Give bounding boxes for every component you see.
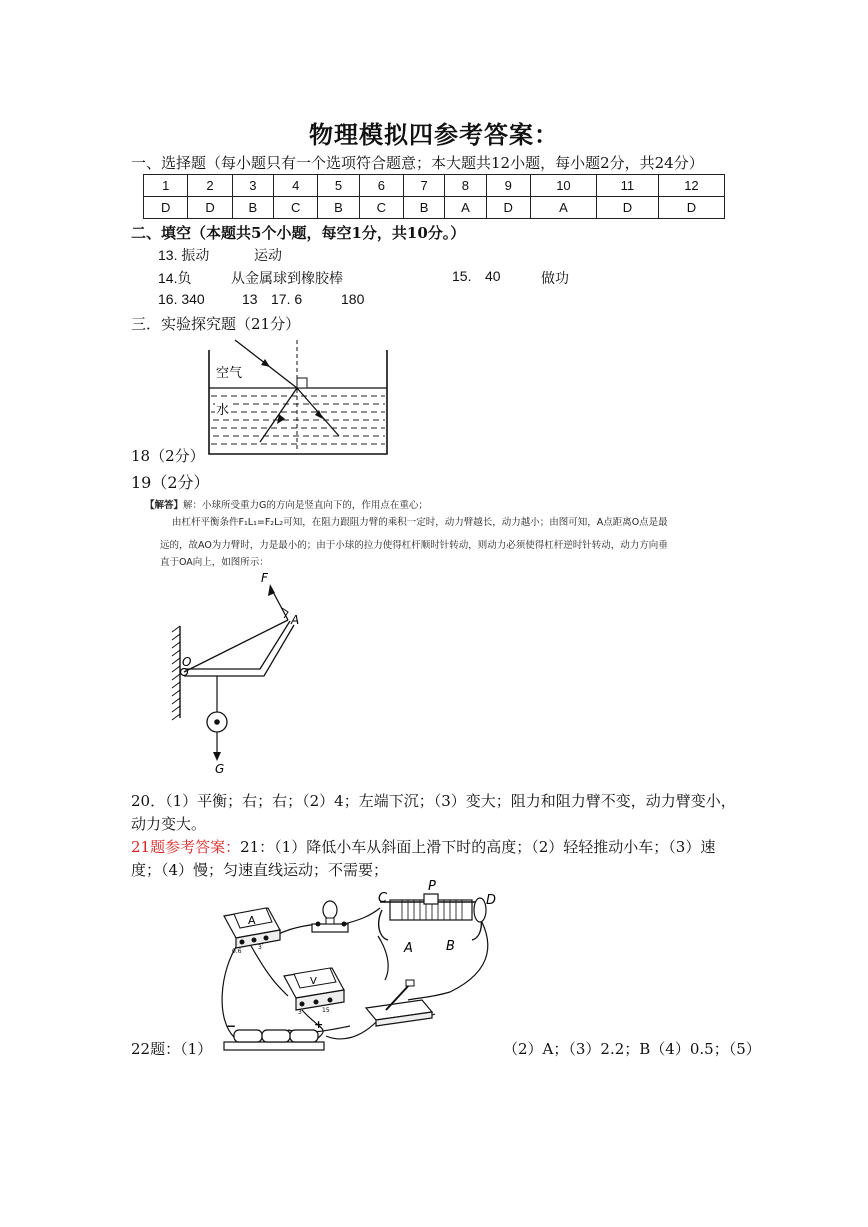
force-label: F xyxy=(261,571,268,585)
answer-cell: D xyxy=(658,197,724,219)
q17-answer2: 180 xyxy=(341,291,365,307)
q19-label: 19（2分） xyxy=(131,473,210,492)
section3-heading: 三．实验探究题（21分） xyxy=(131,315,301,333)
voltmeter-terminal-2: 15 xyxy=(322,1007,330,1014)
answer-cell: A xyxy=(445,197,486,219)
q20-line1: 20．（1）平衡；右；右；（2）4；左端下沉；（3）变大；阻力和阻力臂不变，动力臂变小， xyxy=(131,792,736,810)
q13-answer2: 运动 xyxy=(254,247,282,263)
answer-cell: C xyxy=(359,197,403,219)
answer-cell: B xyxy=(404,197,445,219)
point-o-label: O xyxy=(182,655,192,669)
question-number-cell: 12 xyxy=(658,175,724,197)
rheostat-b-label: B xyxy=(446,939,455,954)
answer-table xyxy=(143,174,725,219)
gravity-label: G xyxy=(215,762,225,776)
q16-answer1: 16. 340 xyxy=(158,291,205,307)
rheostat-p-label: P xyxy=(428,880,436,894)
ammeter-terminal-1: 0.6 xyxy=(232,948,242,955)
answer-cell: D xyxy=(486,197,530,219)
rheostat-c-label: C xyxy=(378,891,388,906)
question-number-cell: 3 xyxy=(232,175,273,197)
question-number-cell: 2 xyxy=(188,175,232,197)
answer-cell: C xyxy=(274,197,318,219)
q17-answer1: 17. 6 xyxy=(271,291,303,307)
refraction-diagram xyxy=(195,338,395,460)
question-number-cell: 7 xyxy=(404,175,445,197)
q19-solution-line2: 由杠杆平衡条件F₁L₁=F₂L₂可知，在阻力跟阻力臂的乘积一定时，动力臂越长，动力越小；由图可知，A点距离O点是最 xyxy=(172,517,668,528)
air-label: 空气 xyxy=(216,366,243,381)
voltmeter-terminal-1: 3 xyxy=(298,1009,302,1016)
q21-label: 21题参考答案： xyxy=(131,838,241,856)
q22-answers: （2）A；（3）2.2；B（4）0.5；（5） xyxy=(503,1040,761,1058)
q15-label: 15. xyxy=(452,268,472,284)
question-number-cell: 8 xyxy=(445,175,486,197)
answer-cell: B xyxy=(232,197,273,219)
solution-tag: 【解答】 xyxy=(145,500,184,511)
q16-answer2: 13 xyxy=(242,291,258,307)
question-number-cell: 5 xyxy=(318,175,359,197)
section2-heading: 二、填空（本题共5个小题，每空1分，共10分。） xyxy=(131,224,466,242)
q19-solution-line4: 直于OA向上，如图所示： xyxy=(160,557,269,568)
q14-answer1: 14.负 xyxy=(158,270,192,286)
q14-answer2: 从金属球到橡胶棒 xyxy=(231,270,343,286)
question-number-cell: 9 xyxy=(486,175,530,197)
question-number-cell: 6 xyxy=(359,175,403,197)
table-row-numbers xyxy=(144,175,725,197)
ammeter-label: A xyxy=(248,914,256,927)
q20-line2: 动力变大。 xyxy=(131,815,207,833)
battery-plus-label: + xyxy=(314,1018,324,1031)
voltmeter-label: V xyxy=(310,976,317,987)
q18-label: 18（2分） xyxy=(131,447,205,465)
page-title: 物理模拟四参考答案： xyxy=(309,120,559,149)
point-a-label: A xyxy=(291,613,300,627)
rheostat-a-label: A xyxy=(404,941,413,956)
table-row-answers xyxy=(144,197,725,219)
question-number-cell: 11 xyxy=(596,175,658,197)
answer-cell: D xyxy=(144,197,188,219)
q15-answer2: 做功 xyxy=(541,270,569,286)
answer-cell: D xyxy=(188,197,232,219)
q13-answer1: 13. 振动 xyxy=(158,247,210,263)
q19-solution-line3: 远的，故AO为力臂时，力是最小的；由于小球的拉力使得杠杆顺时针转动，则动力必须使得杠杆逆时针转动，动力方向垂 xyxy=(160,540,668,551)
question-number-cell: 4 xyxy=(274,175,318,197)
question-number-cell: 1 xyxy=(144,175,188,197)
q19-solution-line1: 【解答】解：小球所受重力G的方向是竖直向下的，作用点在重心； xyxy=(145,500,428,511)
q15-answer1: 40 xyxy=(485,268,501,284)
q21-line1: 21题参考答案：21：（1）降低小车从斜面上滑下时的高度；（2）轻轻推动小车；（3）速 xyxy=(131,838,716,856)
answer-cell: B xyxy=(318,197,359,219)
q21-line2: 度；（4）慢；匀速直线运动；不需要； xyxy=(131,861,389,879)
battery-minus-label: − xyxy=(226,1019,237,1033)
circuit-diagram xyxy=(210,880,510,1055)
q22-label: 22题：（1） xyxy=(131,1040,213,1058)
question-number-cell: 10 xyxy=(530,175,596,197)
ammeter-terminal-2: 3 xyxy=(258,944,262,951)
answer-cell: D xyxy=(596,197,658,219)
water-label: 水 xyxy=(216,403,230,418)
answer-cell: A xyxy=(530,197,596,219)
lever-diagram xyxy=(160,566,310,781)
section1-heading: 一、选择题（每小题只有一个选项符合题意；本大题共12小题，每小题2分，共24分） xyxy=(131,154,704,172)
rheostat-d-label: D xyxy=(486,893,497,908)
